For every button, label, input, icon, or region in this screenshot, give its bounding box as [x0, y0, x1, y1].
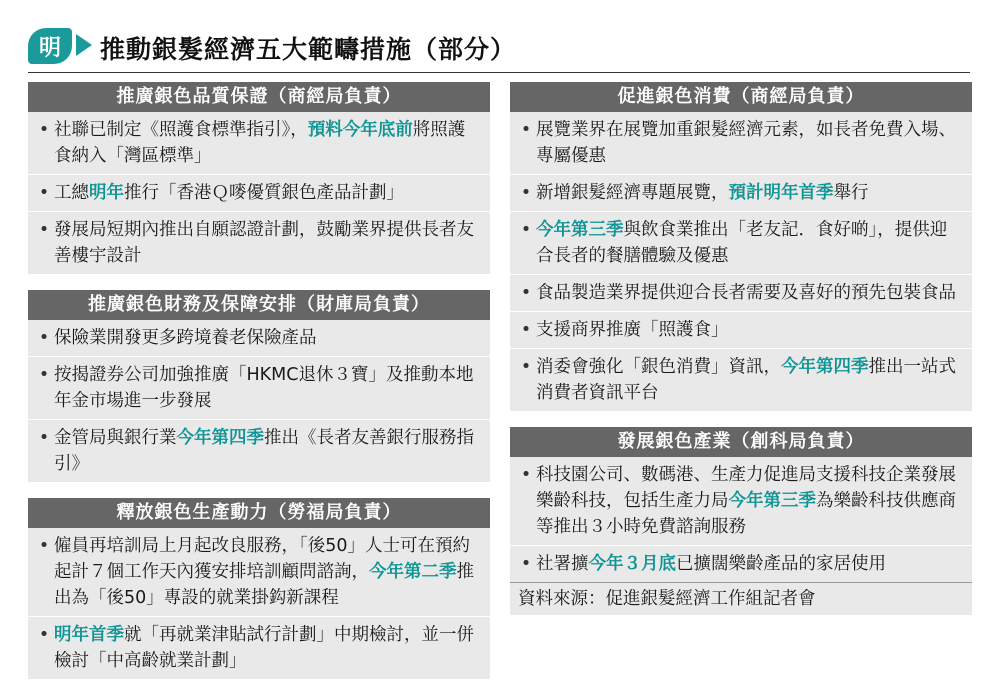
text-segment: 推出為「後50」專設的就業掛鈎新課程 [54, 562, 474, 608]
header-divider [28, 72, 970, 73]
text-segment: 推出《長者友善銀行服務指引》 [54, 428, 474, 474]
highlight-text: 今年第四季 [176, 428, 264, 448]
bullet-icon: • [520, 120, 532, 140]
item-text [536, 462, 964, 540]
list-item [28, 175, 490, 212]
item-text [54, 217, 482, 269]
text-segment: 與飲食業推出「老友記．食好啲」，提供迎合長者的餐膳體驗及優惠 [536, 220, 948, 266]
header [0, 0, 999, 72]
item-text [54, 180, 482, 206]
highlight-text: 明年 [89, 183, 124, 203]
bullet-icon: • [38, 120, 50, 140]
list-item [28, 112, 490, 175]
highlight-text: 今年第四季 [781, 357, 869, 377]
section [510, 427, 972, 582]
bullet-icon: • [38, 365, 50, 385]
item-text [54, 425, 482, 477]
text-segment: 金管局與銀行業 [54, 428, 177, 448]
page-title: 推動銀髮經濟五大範疇措施（部分） [100, 35, 517, 64]
item-text [536, 217, 964, 269]
list-item [28, 528, 490, 617]
bullet-icon: • [520, 554, 532, 574]
bullet-icon: • [38, 625, 50, 645]
newspaper-logo: 明 [28, 28, 72, 64]
text-segment: 社署擴 [536, 554, 589, 574]
source-note: 資料來源：促進銀髮經濟工作組記者會 [510, 582, 972, 615]
list-item [510, 312, 972, 349]
text-segment: 推行「香港Ｑ嘜優質銀色產品計劃」 [124, 183, 404, 203]
highlight-text: 今年３月底 [588, 554, 676, 574]
highlight-text: 今年第三季 [728, 491, 816, 511]
item-text [536, 117, 964, 169]
text-segment: 為樂齡科技供應商等推出３小時免費諮詢服務 [536, 491, 956, 537]
section-title: 推廣銀色財務及保障安排（財庫局負責） [28, 290, 490, 320]
section-title: 促進銀色消費（商經局負責） [510, 82, 972, 112]
list-item [510, 275, 972, 312]
item-text [536, 354, 964, 406]
list-item [510, 112, 972, 175]
bullet-icon: • [520, 357, 532, 377]
text-segment: 已擴闊樂齡產品的家居使用 [676, 554, 886, 574]
right-column [510, 82, 972, 615]
text-segment: 發展局短期內推出自願認證計劃，鼓勵業界提供長者友善樓宇設計 [54, 220, 474, 266]
item-text [536, 317, 964, 343]
list-item [510, 349, 972, 411]
highlight-text: 今年第三季 [536, 220, 624, 240]
bullet-icon: • [520, 283, 532, 303]
section [510, 82, 972, 411]
text-segment: 展覽業界在展覽加重銀髮經濟元素，如長者免費入場、專屬優惠 [536, 120, 956, 166]
bullet-icon: • [520, 465, 532, 485]
text-segment: 按揭證券公司加強推廣「HKMC退休３寶」及推動本地年金市場進一步發展 [54, 365, 474, 411]
section-title: 發展銀色產業（創科局負責） [510, 427, 972, 457]
section [28, 290, 490, 482]
text-segment: 食品製造業界提供迎合長者需要及喜好的預先包裝食品 [536, 283, 956, 303]
bullet-icon: • [38, 536, 50, 556]
list-item [28, 320, 490, 357]
section-title: 推廣銀色品質保證（商經局負責） [28, 82, 490, 112]
highlight-text: 預料今年底前 [307, 120, 413, 140]
bullet-icon: • [38, 220, 50, 240]
text-segment: 舉行 [833, 183, 869, 203]
item-text [54, 362, 482, 414]
item-text [54, 117, 482, 169]
bullet-icon: • [38, 328, 50, 348]
text-segment: 推出一站式消費者資訊平台 [536, 357, 956, 403]
text-segment: 僱員再培訓局上月起改良服務，「後50」人士可在預約起計７個工作天內獲安排培訓顧問諮詢， [54, 536, 471, 582]
list-item [510, 546, 972, 582]
highlight-text: 預計明年首季 [728, 183, 834, 203]
item-text [54, 325, 482, 351]
arrow-icon [76, 34, 92, 56]
text-segment: 保險業開發更多跨境養老保險產品 [54, 328, 317, 348]
list-item [510, 212, 972, 275]
section-title: 釋放銀色生產動力（勞福局負責） [28, 498, 490, 528]
list-item [28, 357, 490, 420]
text-segment: 將照護食納入「灣區標準」 [54, 120, 466, 166]
list-item [510, 175, 972, 212]
item-text [536, 180, 964, 206]
list-item [28, 617, 490, 679]
text-segment: 支援商界推廣「照護食」 [536, 320, 729, 340]
bullet-icon: • [520, 320, 532, 340]
section [28, 498, 490, 679]
text-segment: 社聯已制定《照護食標準指引》， [54, 120, 308, 140]
list-item [510, 457, 972, 546]
highlight-text: 明年首季 [54, 625, 124, 645]
list-item [28, 420, 490, 482]
item-text [54, 533, 482, 611]
bullet-icon: • [520, 220, 532, 240]
bullet-icon: • [520, 183, 532, 203]
item-text [54, 622, 482, 674]
text-segment: 消委會強化「銀色消費」資訊， [536, 357, 781, 377]
bullet-icon: • [38, 183, 50, 203]
text-segment: 工總 [54, 183, 89, 203]
section [28, 82, 490, 274]
text-segment: 就「再就業津貼試行計劃」中期檢討，並一併檢討「中高齡就業計劃」 [54, 625, 474, 671]
item-text [536, 551, 964, 577]
bullet-icon: • [38, 428, 50, 448]
item-text [536, 280, 964, 306]
left-column [28, 82, 490, 695]
text-segment: 科技園公司、數碼港、生產力促進局支援科技企業發展樂齡科技，包括生產力局 [536, 465, 956, 511]
text-segment: 新增銀髮經濟專題展覽， [536, 183, 729, 203]
list-item [28, 212, 490, 274]
highlight-text: 今年第二季 [369, 562, 457, 582]
